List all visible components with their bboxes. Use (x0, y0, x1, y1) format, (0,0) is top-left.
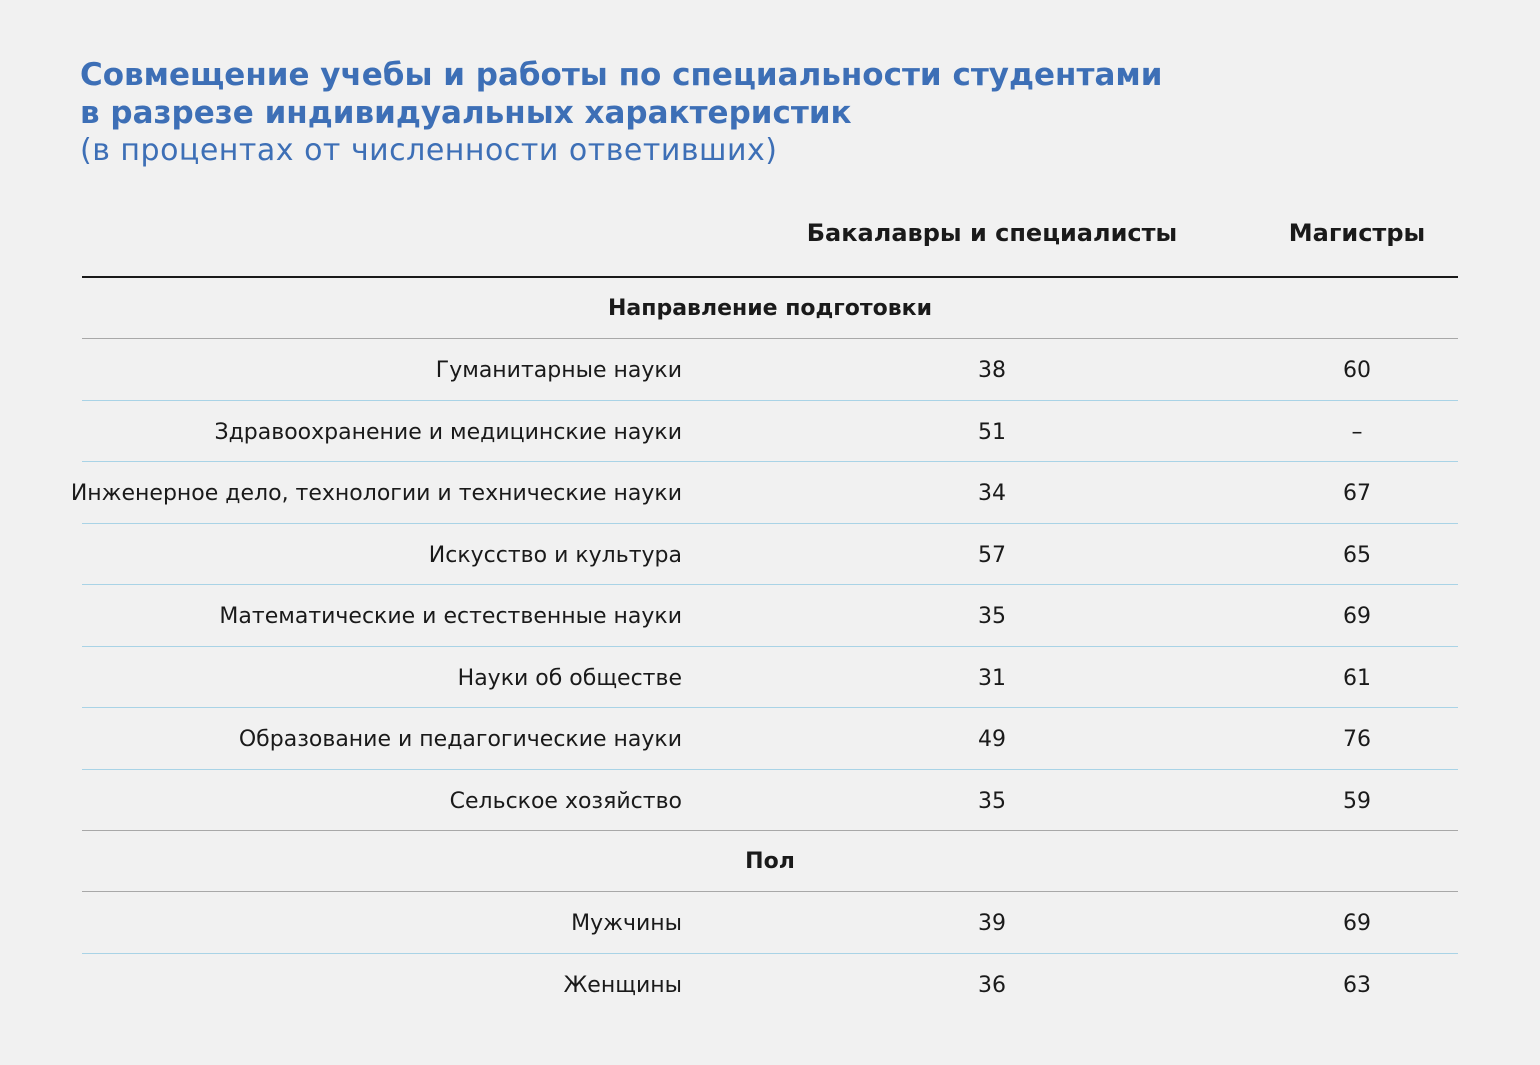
row-label: Искусство и культура (428, 542, 682, 568)
table-row (82, 585, 1458, 647)
cell-bachelors: 57 (978, 542, 1006, 568)
cell-masters: 69 (1343, 911, 1371, 936)
table-row (82, 954, 1458, 1015)
table-row (82, 770, 1458, 832)
cell-masters: 59 (1343, 788, 1371, 814)
table-row (82, 339, 1458, 401)
column-header-masters: Магистры (1288, 219, 1426, 247)
cell-masters: 61 (1343, 665, 1371, 691)
cell-bachelors: 51 (978, 419, 1006, 445)
cell-bachelors: 35 (978, 788, 1006, 814)
cell-masters: – (1351, 419, 1363, 445)
cell-bachelors: 39 (978, 911, 1006, 936)
cell-bachelors: 35 (978, 604, 1006, 629)
table-row (82, 524, 1458, 586)
row-label: Сельское хозяйство (449, 788, 682, 814)
row-label: Женщины (563, 972, 682, 998)
row-label: Математические и естественные науки (219, 604, 682, 629)
table-row (70, 462, 1458, 524)
cell-masters: 65 (1343, 542, 1371, 568)
row-label: Образование и педагогические науки (238, 727, 682, 752)
cell-masters: 60 (1343, 358, 1371, 383)
row-label: Инженерное дело, технологии и технические науки (70, 481, 682, 506)
cell-bachelors: 36 (978, 972, 1006, 998)
cell-masters: 69 (1343, 604, 1371, 629)
data-table (70, 278, 1458, 1014)
cell-bachelors: 38 (978, 358, 1006, 383)
page-subtitle: (в процентах от численности ответивших) (80, 133, 778, 168)
section-label: Направление подготовки (607, 296, 933, 321)
section-label: Пол (745, 849, 795, 874)
cell-bachelors: 31 (978, 665, 1006, 691)
cell-masters: 76 (1343, 727, 1371, 752)
table-row (82, 708, 1458, 770)
table-row (82, 401, 1458, 463)
table-row (82, 892, 1458, 954)
cell-masters: 63 (1343, 972, 1371, 998)
page-title-line-1: Совмещение учебы и работы по специальности студентами (80, 57, 1163, 93)
table-row (82, 647, 1458, 709)
row-label: Гуманитарные науки (435, 358, 682, 383)
cell-bachelors: 34 (978, 481, 1006, 506)
section-header-row (82, 278, 1458, 339)
title-block (80, 56, 1380, 170)
cell-bachelors: 49 (978, 727, 1006, 752)
cell-masters: 67 (1343, 481, 1371, 506)
row-label: Здравоохранение и медицинские науки (214, 419, 682, 445)
row-label: Науки об обществе (457, 665, 682, 691)
section-header-row (82, 831, 1458, 892)
page-title-line-2: в разрезе индивидуальных характеристик (80, 95, 852, 131)
column-header-bachelors: Бакалавры и специалисты (806, 219, 1178, 247)
row-label: Мужчины (571, 911, 682, 936)
